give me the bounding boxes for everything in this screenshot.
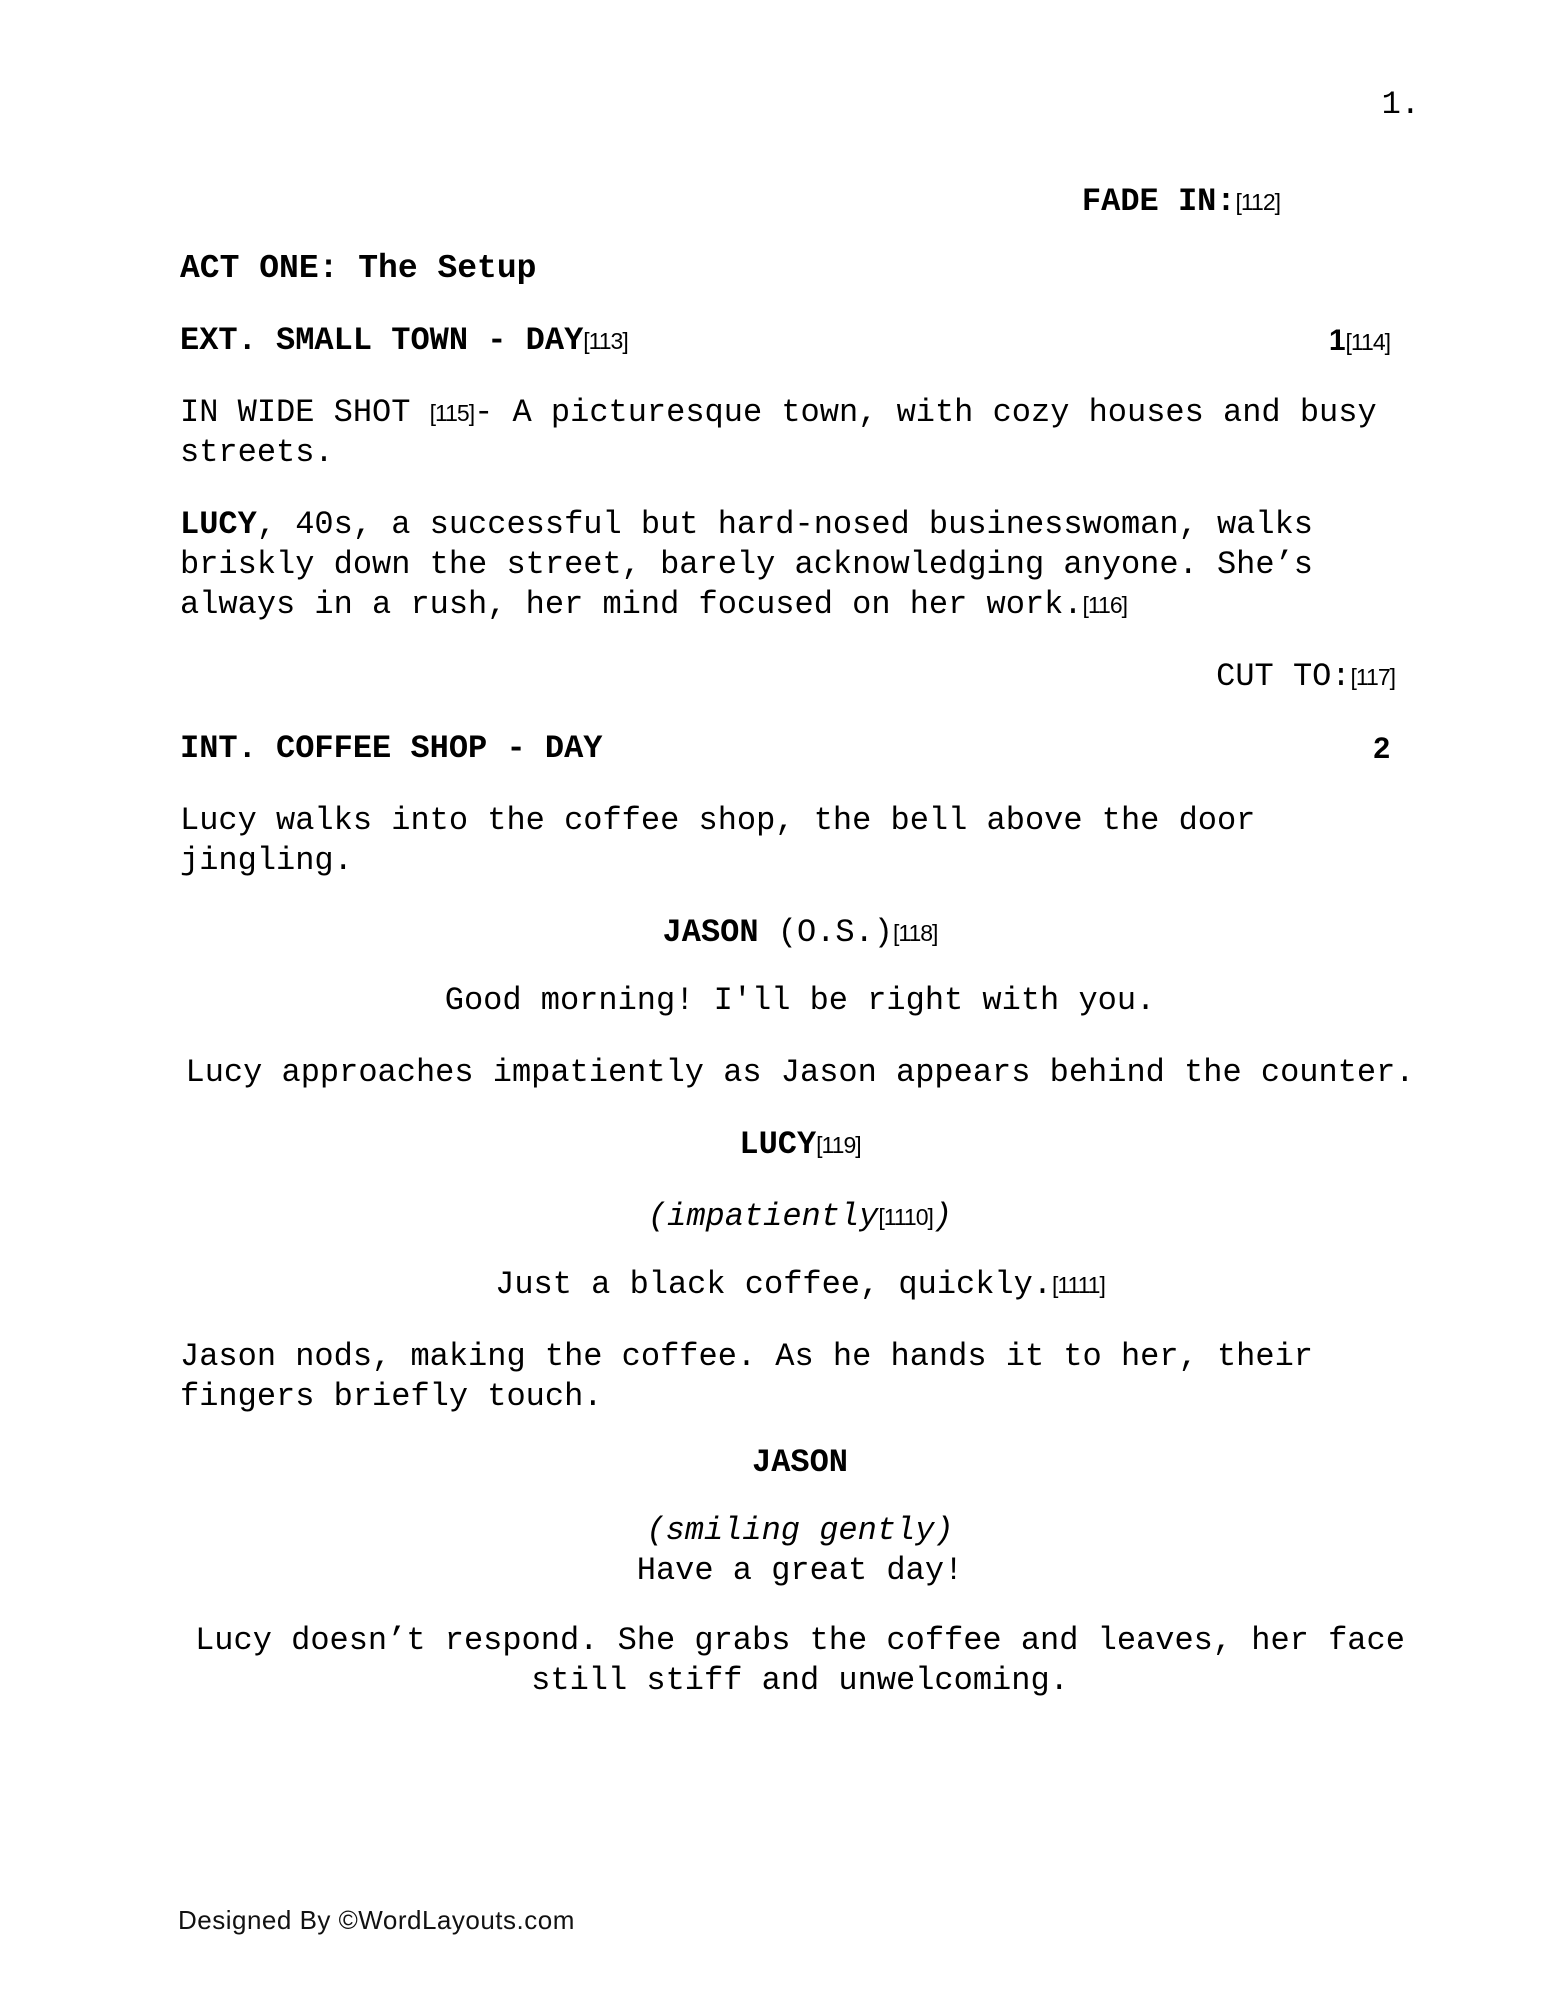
annotation-ref-118: [118]	[892, 920, 938, 946]
parenthetical-jason-2-text: (smiling gently)	[646, 1512, 954, 1549]
parenthetical-lucy	[180, 1197, 1420, 1237]
action-paragraph-lucy-intro	[180, 505, 1420, 625]
cue-jason-1-extension: (O.S.)	[758, 914, 893, 951]
action-coffee-text: Jason nods, making the coffee. As he hands it to her, their fingers briefly touch.	[180, 1338, 1313, 1415]
cue-jason-2-name: JASON	[751, 1444, 848, 1481]
transition-cut-to	[180, 657, 1395, 697]
page-content	[180, 85, 1420, 1701]
dialogue-lucy-text: Just a black coffee, quickly.	[495, 1266, 1053, 1303]
annotation-ref-119: [119]	[816, 1132, 861, 1158]
annotation-ref-116: [116]	[1082, 592, 1127, 618]
fade-in-label: FADE IN:	[1081, 183, 1236, 220]
action-wide-shot-rest: - A picturesque town, with cozy houses and busy streets.	[180, 394, 1377, 471]
footer-credit	[178, 1905, 575, 1936]
annotation-ref-113: [113]	[583, 328, 628, 354]
cut-to-label: CUT TO:	[1216, 658, 1351, 695]
character-name-lucy: LUCY	[180, 506, 257, 543]
scene-number-1	[1329, 321, 1390, 362]
annotation-ref-112: [112]	[1235, 189, 1280, 215]
action-lucy-intro-rest: , 40s, a successful but hard-nosed businesswoman, walks briskly down the street, barely acknowledging anyone. She’s always in a rush, her mind focused on her work.	[180, 506, 1313, 623]
scene-number-2-digit: 2	[1373, 732, 1390, 765]
parenthetical-jason-2	[180, 1511, 1420, 1551]
scene-number-1-digit: 1	[1328, 324, 1346, 357]
character-cue-jason-2	[180, 1443, 1420, 1483]
annotation-ref-117: [117]	[1350, 664, 1395, 690]
scene-heading-2	[180, 729, 1420, 769]
dialogue-jason-1-text: Good morning! I'll be right with you.	[444, 982, 1156, 1019]
character-cue-jason-1	[180, 913, 1420, 953]
dialogue-jason-2-text: Have a great day!	[636, 1552, 964, 1589]
action-paragraph-exit	[180, 1621, 1420, 1701]
transition-fade-in	[180, 182, 1280, 222]
dialogue-lucy	[180, 1265, 1420, 1305]
action-enter-text: Lucy walks into the coffee shop, the bell above the door jingling.	[180, 802, 1256, 879]
annotation-ref-115: [115]	[429, 400, 475, 426]
act-heading	[180, 249, 1420, 289]
footer-credit-text: Designed By ©WordLayouts.com	[178, 1905, 575, 1935]
parenthetical-lucy-close: )	[932, 1198, 953, 1235]
character-cue-lucy	[180, 1125, 1420, 1165]
annotation-ref-1111: [1111]	[1052, 1272, 1105, 1298]
action-paragraph-wide-shot	[180, 393, 1420, 473]
annotation-ref-1110: [1110]	[878, 1204, 933, 1230]
dialogue-jason-2	[180, 1551, 1420, 1591]
scene-heading-1-text: EXT. SMALL TOWN - DAY	[180, 322, 584, 359]
scene-number-2	[1373, 729, 1390, 769]
action-paragraph-enter	[180, 801, 1420, 881]
action-paragraph-coffee	[180, 1337, 1420, 1417]
action-exit-text: Lucy doesn’t respond. She grabs the coffee and leaves, her face still stiff and unwelcoming.	[195, 1622, 1405, 1699]
action-wide-shot-lead: IN WIDE SHOT	[180, 394, 430, 431]
action-paragraph-approach	[180, 1053, 1420, 1093]
scene-heading-1	[180, 321, 1420, 361]
cue-lucy-name: LUCY	[739, 1126, 817, 1163]
dialogue-jason-1	[180, 981, 1420, 1021]
parenthetical-lucy-open: (impatiently	[647, 1198, 879, 1235]
scene-heading-2-text: INT. COFFEE SHOP - DAY	[180, 730, 603, 767]
page-number-text: 1.	[1381, 86, 1420, 123]
action-approach-text: Lucy approaches impatiently as Jason appears behind the counter.	[185, 1054, 1415, 1091]
cue-jason-1-name: JASON	[662, 914, 759, 951]
act-heading-text: ACT ONE: The Setup	[180, 250, 537, 287]
page-number	[180, 85, 1420, 125]
annotation-ref-114: [114]	[1345, 329, 1390, 355]
